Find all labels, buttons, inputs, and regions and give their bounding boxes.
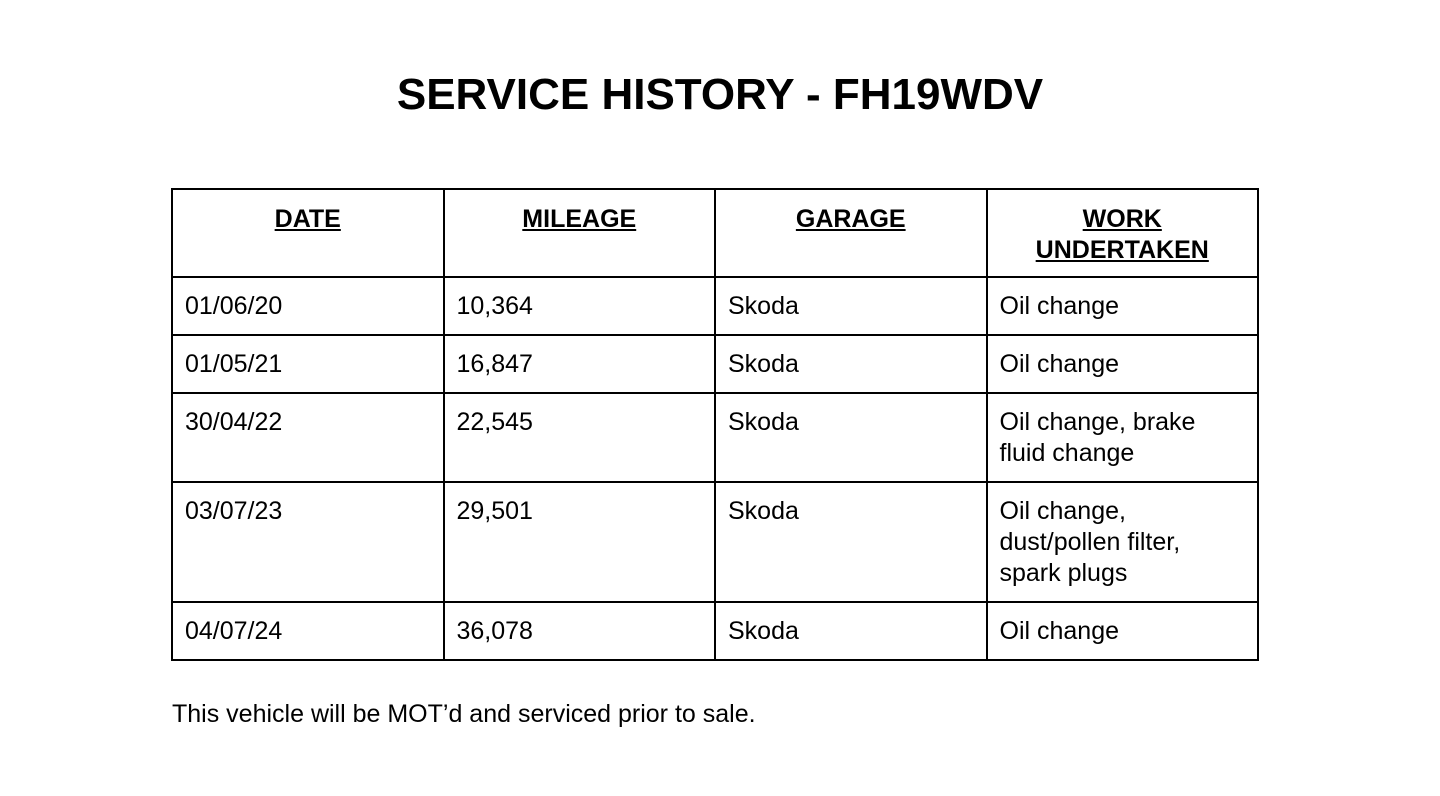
cell-work [987, 482, 1259, 602]
cell-work-line: spark plugs [999, 559, 1128, 587]
header-mileage: MILEAGE [444, 189, 716, 277]
header-date: DATE [172, 189, 444, 277]
cell-work [987, 602, 1259, 660]
cell-mileage: 36,078 [444, 602, 716, 660]
cell-date: 30/04/22 [172, 393, 444, 482]
cell-work-line: Oil change, brake [999, 408, 1196, 436]
footer-note: This vehicle will be MOT’d and serviced prior to sale. [172, 700, 756, 728]
cell-work [987, 393, 1259, 482]
cell-mileage: 16,847 [444, 335, 716, 393]
cell-date: 04/07/24 [172, 602, 444, 660]
cell-garage: Skoda [715, 482, 987, 602]
cell-work-line: Oil change, [999, 497, 1126, 525]
cell-garage: Skoda [715, 393, 987, 482]
cell-work [987, 277, 1259, 335]
cell-work-line: fluid change [999, 439, 1135, 467]
cell-date: 03/07/23 [172, 482, 444, 602]
table-row [172, 277, 1258, 335]
table-row [172, 335, 1258, 393]
cell-work-line: Oil change [999, 292, 1120, 320]
cell-mileage: 29,501 [444, 482, 716, 602]
header-work-line1: WORK [1082, 205, 1162, 233]
document-title: SERVICE HISTORY - FH19WDV [396, 70, 1044, 119]
header-garage: GARAGE [715, 189, 987, 277]
cell-work [987, 335, 1259, 393]
service-history-table [171, 188, 1259, 661]
table-header-row [172, 189, 1258, 277]
table-row [172, 482, 1258, 602]
cell-garage: Skoda [715, 335, 987, 393]
cell-mileage: 22,545 [444, 393, 716, 482]
cell-date: 01/05/21 [172, 335, 444, 393]
cell-mileage: 10,364 [444, 277, 716, 335]
table-row [172, 602, 1258, 660]
cell-work-line: dust/pollen filter, [999, 528, 1181, 556]
cell-garage: Skoda [715, 602, 987, 660]
cell-work-line: Oil change [999, 617, 1120, 645]
cell-garage: Skoda [715, 277, 987, 335]
header-work-undertaken [987, 189, 1259, 277]
header-work-line2: UNDERTAKEN [1035, 236, 1209, 264]
cell-work-line: Oil change [999, 350, 1120, 378]
table-row [172, 393, 1258, 482]
cell-date: 01/06/20 [172, 277, 444, 335]
